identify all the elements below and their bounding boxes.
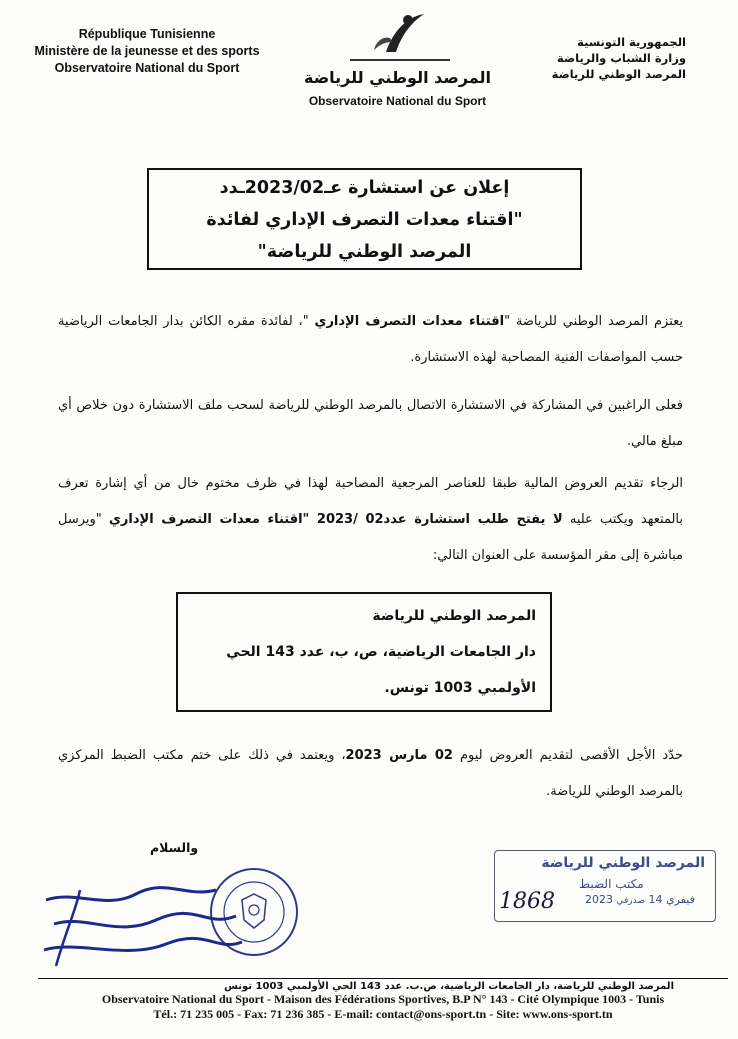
paragraph-text: "ويرسل مباشرة إلى مقر المؤسسة على العنوان التالي: [58,512,683,563]
header-right-line: المرصد الوطني للرياضة [551,67,686,81]
title-line: إعلان عن استشارة عـ2023/02ـدد [219,178,510,198]
paragraph-bold-text: اقتناء معدات التصرف الإداري [314,314,505,329]
header-right-block [536,34,686,82]
paragraph-participation [58,388,683,460]
title-line: "اقتناء معدات التصرف الإداري لفائدة [206,210,523,230]
stamp-line: مكتب الضبط [579,877,644,891]
footer-arabic: المرصد الوطني للرياضة، دار الجامعات الرياضية، ص.ب. عدد 143 الحي الأولمبي 1003 تونس [224,981,674,992]
paragraph-bold-text: لا يفتح طلب استشارة عدد02 /2023 "اقتناء معدات التصرف الإداري [108,512,563,527]
paragraph-text: الرجاء تقديم العروض المالية طبقا للعناصر المرجعية المصاحبة لهذا في ظرف مختوم خال من أي إشارة تعرف بالمتعهد ويكتب عليه [58,476,684,527]
stamp-date [585,893,695,906]
announcement-title-box [147,168,582,270]
title-line: المرصد الوطني للرياضة" [257,242,472,262]
header-left-line: Ministère de la jeunesse et des sports [34,44,260,58]
paragraph-text: حدّد الأجل الأقصى لتقديم العروض ليوم [452,748,684,763]
paragraph-submission [58,466,683,574]
stamp-label: صدرفي [616,896,646,906]
stamp-date-text: 2023 فيفري 14 [585,893,695,906]
handwritten-signature-icon [36,880,246,972]
registry-stamp [494,850,716,922]
header-left-line: Observatoire National du Sport [54,61,240,75]
stamp-number: 1868 [499,889,555,914]
header-left-line: République Tunisienne [78,27,216,41]
page-footer [38,978,728,1022]
address-line: الأولمبي 1003 تونس. [384,680,536,696]
paragraph-deadline [58,738,683,810]
paragraph-text: "، لفائدة مقره الكائن بدار الجامعات الرياضية حسب المواصفات الفنية المصاحبة لهذه الاستشارة. [58,314,683,365]
ons-logo [290,8,505,108]
stamp-line: المرصد الوطني للرياضة [541,855,705,871]
paragraph-text: ، ويعتمد في ذلك على ختم مكتب الضبط المركزي بالمرصد الوطني للرياضة. [58,748,683,799]
paragraph-bold-text: 02 مارس 2023 [345,748,453,763]
paragraph-text: فعلى الراغبين في المشاركة في الاستشارة الاتصال بالمرصد الوطني للرياضة لسحب ملف الاستشارة دون خلاص أي مبلغ مالي. [58,398,683,449]
address-line: المرصد الوطني للرياضة [372,608,536,624]
paragraph-intro [58,304,683,376]
runner-emblem-icon [290,8,505,70]
logo-arabic-text: المرصد الوطني للرياضة [304,68,491,87]
header-right-line: الجمهورية التونسية [577,35,686,49]
header-left-block [22,26,272,77]
closing-greeting: والسلام [150,840,199,855]
footer-french-address: Observatoire National du Sport - Maison des Fédérations Sportives, B.P N° 143 - Cité Olympique 1003 - Tunis [101,992,665,1006]
address-box [176,592,552,712]
header-right-line: وزارة الشباب والرياضة [557,51,686,65]
logo-french-text: Observatoire National du Sport [308,94,487,108]
footer-contact: Tél.: 71 235 005 - Fax: 71 236 385 - E-mail: contact@ons-sport.tn - Site: www.ons-sport.tn [153,1007,613,1021]
paragraph-text: يعتزم المرصد الوطني للرياضة " [504,314,684,329]
address-line: دار الجامعات الرياضية، ص، ب، عدد 143 الحي [226,644,536,660]
